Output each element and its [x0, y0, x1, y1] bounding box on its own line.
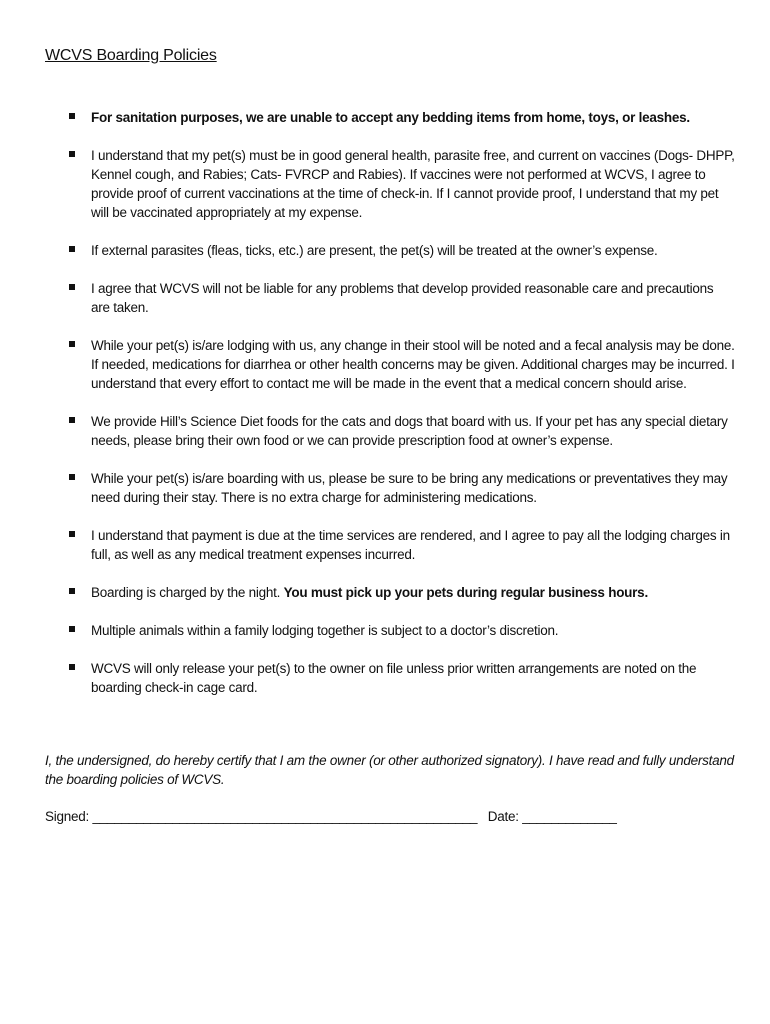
policy-item: [45, 583, 735, 602]
policy-text: WCVS will only release your pet(s) to the owner on file unless prior written arrangements are noted on the boarding check-in cage card.: [91, 661, 697, 695]
policy-item: [45, 412, 735, 450]
policy-item: [45, 108, 735, 127]
square-bullet-icon: [69, 341, 75, 347]
policy-item: [45, 526, 735, 564]
policy-item: [45, 336, 735, 393]
signature-line: Signed: _____________________________________________________ Date: _____________: [45, 809, 617, 824]
page-title: WCVS Boarding Policies: [45, 47, 217, 64]
policy-text: I agree that WCVS will not be liable for any problems that develop provided reasonable care and precautions are taken.: [91, 281, 714, 315]
square-bullet-icon: [69, 417, 75, 423]
policy-item: [45, 146, 735, 222]
square-bullet-icon: [69, 474, 75, 480]
policy-text: For sanitation purposes, we are unable to accept any bedding items from home, toys, or leashes.: [91, 110, 690, 125]
policy-text: We provide Hill’s Science Diet foods for the cats and dogs that board with us. If your pet has any special dietary needs, please bring their own food or we can provide prescription food at owner’s expense.: [91, 414, 728, 448]
square-bullet-icon: [69, 588, 75, 594]
policy-list: [45, 108, 735, 716]
policy-item: [45, 279, 735, 317]
square-bullet-icon: [69, 284, 75, 290]
square-bullet-icon: [69, 113, 75, 119]
policy-item: [45, 621, 735, 640]
certification-statement: I, the undersigned, do hereby certify that I am the owner (or other authorized signatory). I have read and fully understand the boarding policies of WCVS.: [45, 753, 734, 787]
policy-text: I understand that payment is due at the time services are rendered, and I agree to pay all the lodging charges in full, as well as any medical treatment expenses incurred.: [91, 528, 730, 562]
policy-item: [45, 241, 735, 260]
policy-text: I understand that my pet(s) must be in good general health, parasite free, and current on vaccines (Dogs- DHPP, Kennel cough, and Rabies; Cats- FVRCP and Rabies). If vaccines were not performed at WCVS, I agree to provide proof of current vaccinations at the time of check-in. If I cannot provide proof, I understand that my pet will be vaccinated appropriately at my expense.: [91, 148, 735, 220]
square-bullet-icon: [69, 531, 75, 537]
square-bullet-icon: [69, 246, 75, 252]
policy-item: [45, 469, 735, 507]
policy-text: If external parasites (fleas, ticks, etc.) are present, the pet(s) will be treated at the owner’s expense.: [91, 243, 658, 258]
square-bullet-icon: [69, 664, 75, 670]
policy-item: [45, 659, 735, 697]
square-bullet-icon: [69, 151, 75, 157]
policy-text: Multiple animals within a family lodging together is subject to a doctor’s discretion.: [91, 623, 559, 638]
square-bullet-icon: [69, 626, 75, 632]
policy-text: While your pet(s) is/are lodging with us, any change in their stool will be noted and a fecal analysis may be done. If needed, medications for diarrhea or other health concerns may be given. Additional charges may be incurred. I understand that every effort to contact me will be made in the event that a medical concern should arise.: [91, 338, 735, 391]
policy-text: While your pet(s) is/are boarding with us, please be sure to be bring any medications or preventatives they may need during their stay. There is no extra charge for administering medications.: [91, 471, 728, 505]
policy-text: You must pick up your pets during regular business hours.: [283, 585, 648, 600]
policy-text: Boarding is charged by the night.: [91, 585, 284, 600]
